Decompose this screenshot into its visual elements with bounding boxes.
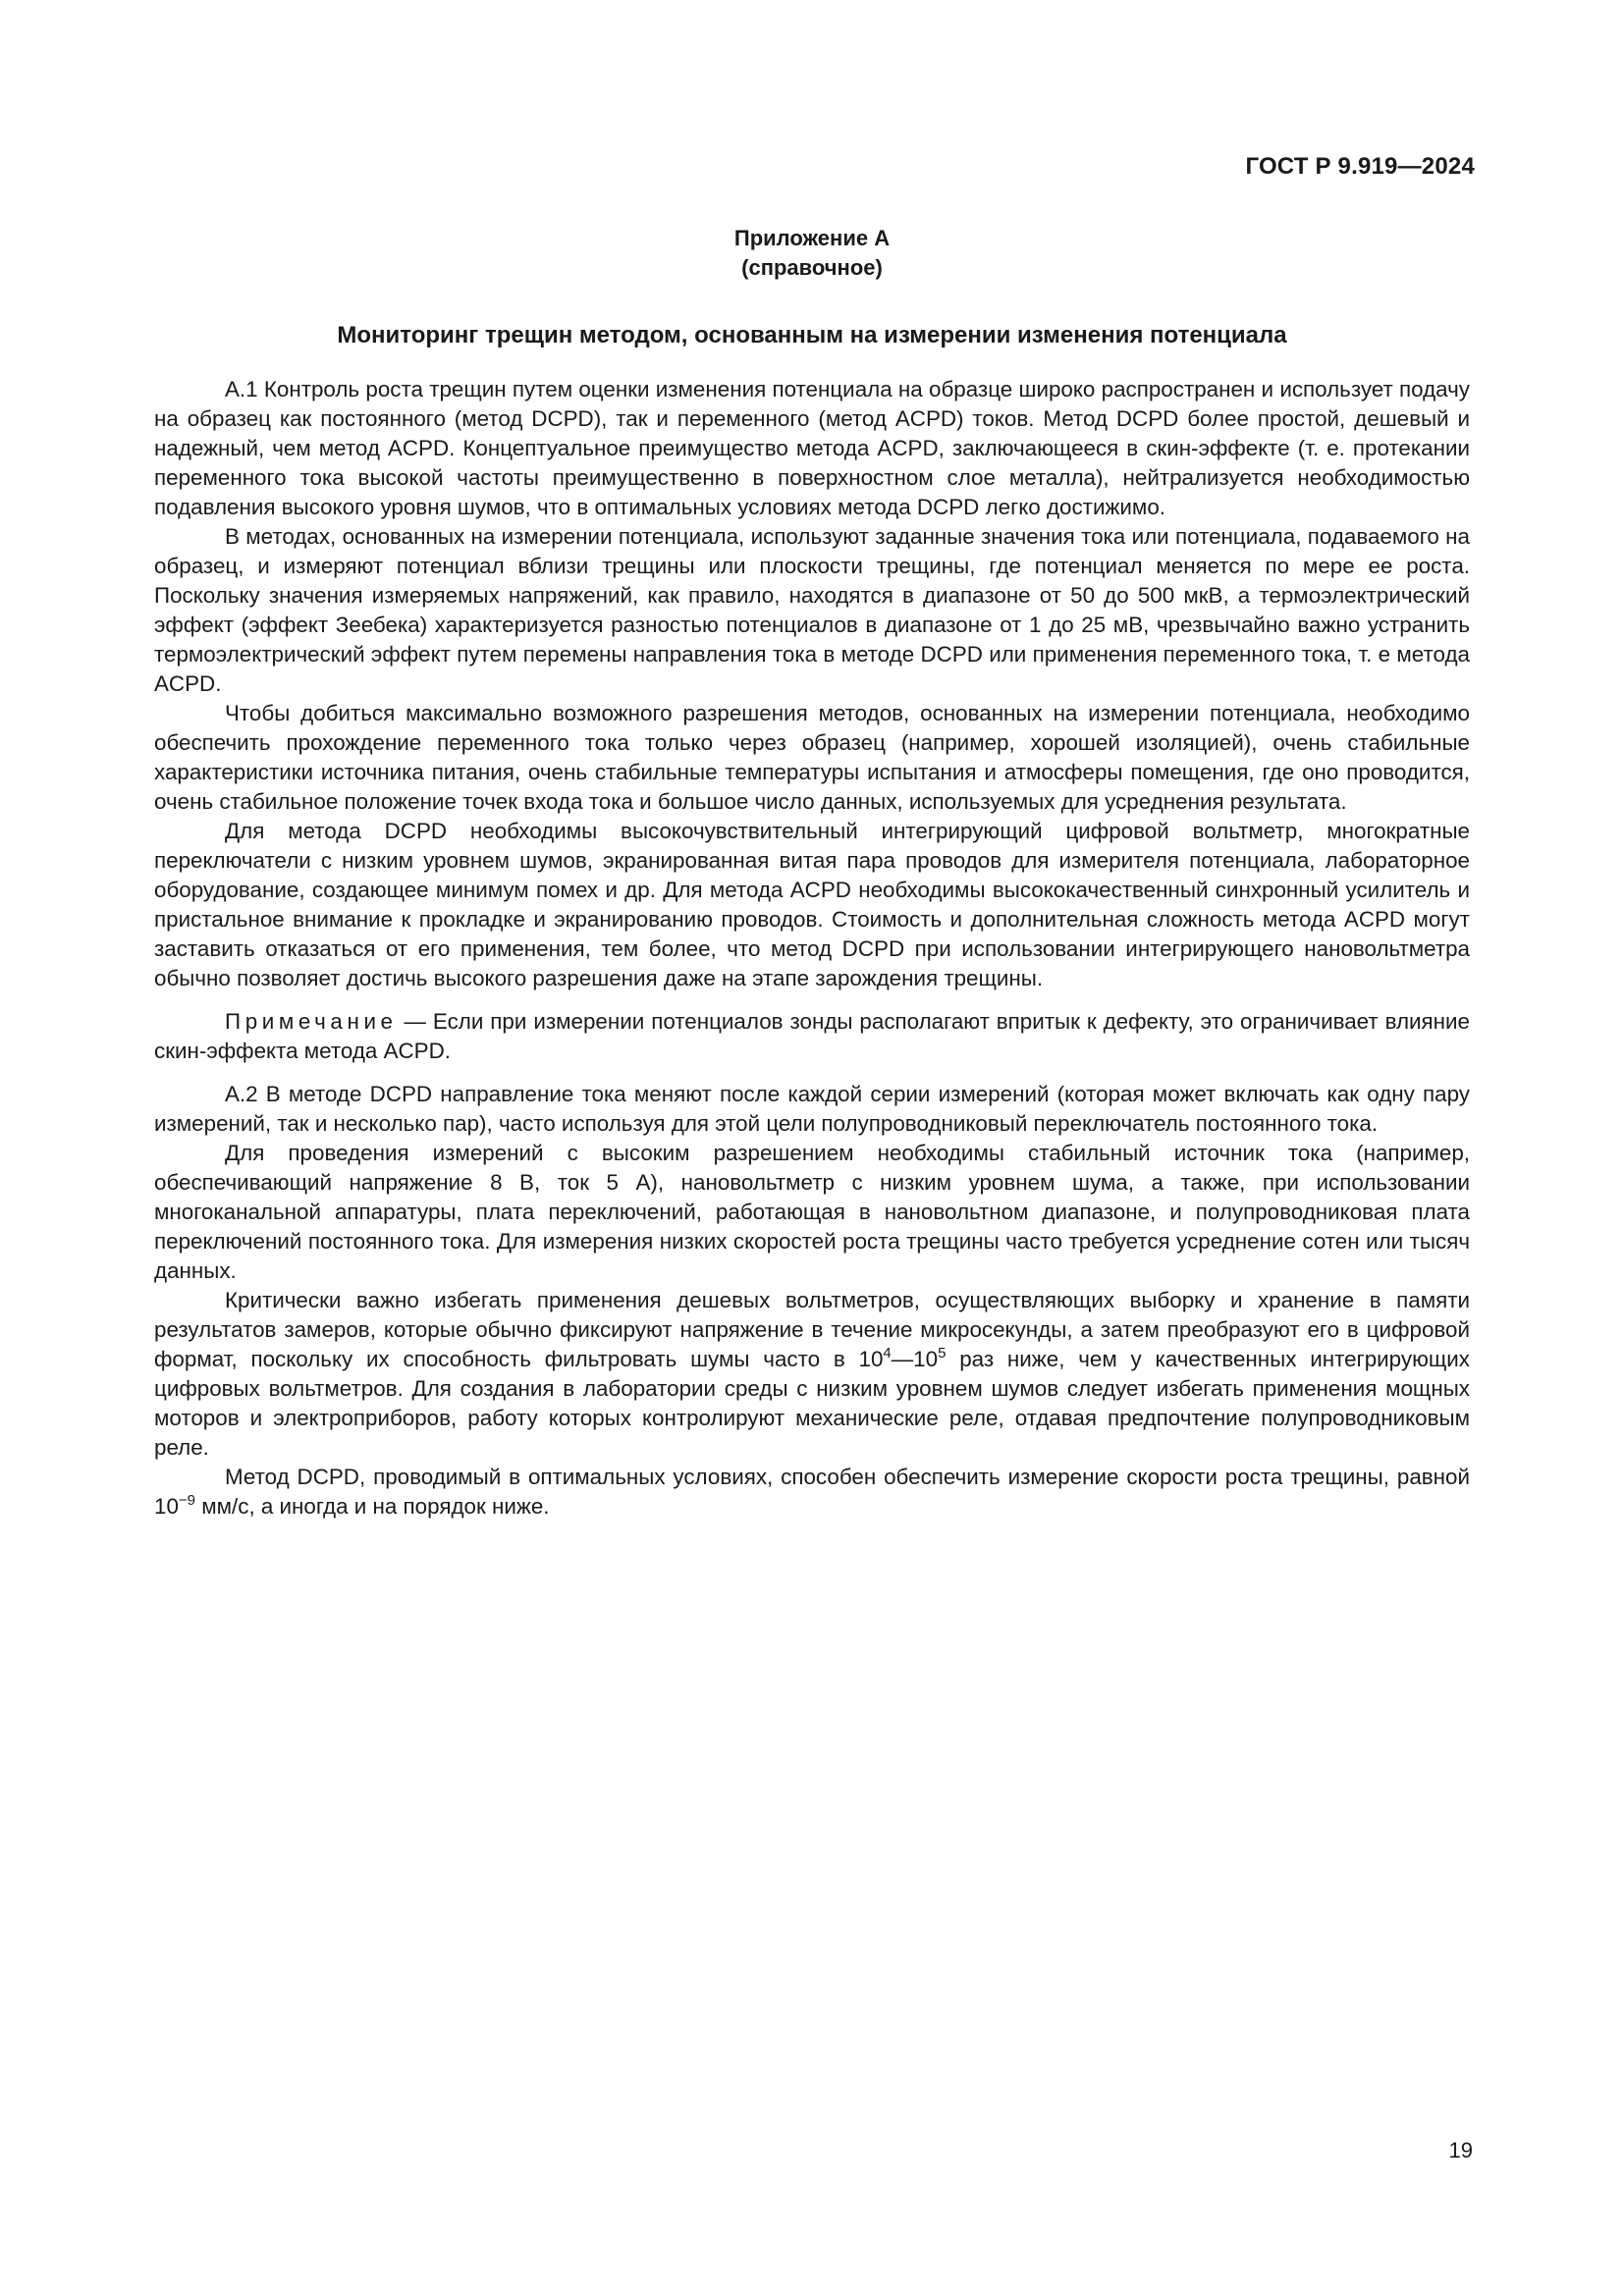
superscript: 5 [938, 1344, 947, 1362]
superscript: −9 [178, 1491, 196, 1509]
text-span: —10 [891, 1347, 939, 1371]
section-heading: Мониторинг трещин методом, основанным на измерении изменения потенциала [337, 322, 1287, 348]
note-label: Примечание [225, 1009, 398, 1034]
paragraph-resolution: Чтобы добиться максимально возможного разрешения методов, основанных на измерении потенциала, необходимо обеспечить прохождение переменного тока только через образец (например, хорошей изоляцией), очень стабильные характеристики источника питания, очень стабильные температуры испытания и атмосферы помещения, где оно проводится, очень стабильное положение точек входа тока и большое число данных, используемых для усреднения результата. [154, 701, 1470, 814]
paragraph-potential-methods: В методах, основанных на измерении потенциала, используют заданные значения тока или потенциала, подаваемого на образец, и измеряют потенциал вблизи трещины или плоскости трещины, где потенциал меняется по мере ее роста. Поскольку значения измеряемых напряжений, как правило, находятся в диапазоне от 50 до 500 мкВ, а термоэлектрический эффект (эффект Зеебека) характеризуется разностью потенциалов в диапазоне от 1 до 25 мВ, чрезвычайно важно устранить термоэлектрический эффект путем перемены направления тока в методе DCPD или применения переменного тока, т. е метода ACPD. [154, 524, 1470, 696]
superscript: 4 [883, 1344, 892, 1362]
spacer [154, 1066, 1470, 1080]
page-number: 19 [1448, 2138, 1473, 2163]
text-span: Метод DCPD, проводимый в оптимальных условиях, способен обеспечить измерение скорости роста трещины, равной 10 [154, 1465, 1470, 1519]
paragraph-dcpd-rate [154, 1463, 1470, 1522]
paragraph-voltmeters [154, 1286, 1470, 1463]
page-content [154, 224, 1470, 1522]
appendix-subtitle: (справочное) [741, 255, 883, 280]
spacer [154, 993, 1470, 1007]
paragraph-high-resolution: Для проведения измерений с высоким разрешением необходимы стабильный источник тока (например, обеспечивающий напряжение 8 В, ток 5 А), нановольтметр с низким уровнем шума, а также, при использовании многоканальной аппаратуры, плата переключений, работающая в нановольтном диапазоне, и полупроводниковая плата переключений постоянного тока. Для измерения низких скоростей роста трещины часто требуется усреднение сотен или тысяч данных. [154, 1141, 1470, 1283]
appendix-title: Приложение А [733, 226, 891, 250]
text-span: раз ниже, чем у качественных интегрирующих цифровых вольтметров. Для создания в лаборатории среды с низким уровнем шумов следует избегать применения мощных моторов и электроприборов, работу которых контролируют механические реле, отдавая предпочтение полупроводниковым реле. [154, 1347, 1470, 1460]
text-span: Критически важно избегать применения дешевых вольтметров, осуществляющих выборку и хранение в памяти результатов замеров, которые обычно фиксируют напряжение в течение микросекунды, а затем преобразуют его в цифровой формат, поскольку их способность фильтровать шумы часто в 10 [154, 1288, 1470, 1371]
paragraph-a2: А.2 В методе DCPD направление тока меняют после каждой серии измерений (которая может включать как одну пару измерений, так и несколько пар), часто используя для этой цели полупроводниковый переключатель постоянного тока. [154, 1082, 1470, 1136]
text-span: мм/с, а иногда и на порядок ниже. [195, 1494, 550, 1519]
note-text: — Если при измерении потенциалов зонды располагают впритык к дефекту, это ограничивает влияние скин-эффекта метода ACPD. [154, 1009, 1470, 1063]
document-code: ГОСТ Р 9.919—2024 [1245, 153, 1475, 180]
paragraph-a1: А.1 Контроль роста трещин путем оценки изменения потенциала на образце широко распространен и использует подачу на образец как постоянного (метод DCPD), так и переменного (метод ACPD) токов. Метод DCPD более простой, дешевый и надежный, чем метод ACPD. Концептуальное преимущество метода ACPD, заключающееся в скин-эффекте (т. е. протекании переменного тока высокой частоты преимущественно в поверхностном слое металла), нейтрализуется необходимостью подавления высокого уровня шумов, что в оптимальных условиях метода DCPD легко достижимо. [154, 377, 1470, 519]
paragraph-equipment: Для метода DCPD необходимы высокочувствительный интегрирующий цифровой вольтметр, многократные переключатели с низким уровнем шумов, экранированная витая пара проводов для измерителя потенциала, лабораторное оборудование, создающее минимум помех и др. Для метода ACPD необходимы высококачественный синхронный усилитель и пристальное внимание к прокладке и экранированию проводов. Стоимость и дополнительная сложность метода ACPD могут заставить отказаться от его применения, тем более, что метод DCPD при использовании интегрирующего нановольтметра обычно позволяет достичь высокого разрешения даже на этапе зарождения трещины. [154, 819, 1470, 990]
note-paragraph [154, 1007, 1470, 1066]
